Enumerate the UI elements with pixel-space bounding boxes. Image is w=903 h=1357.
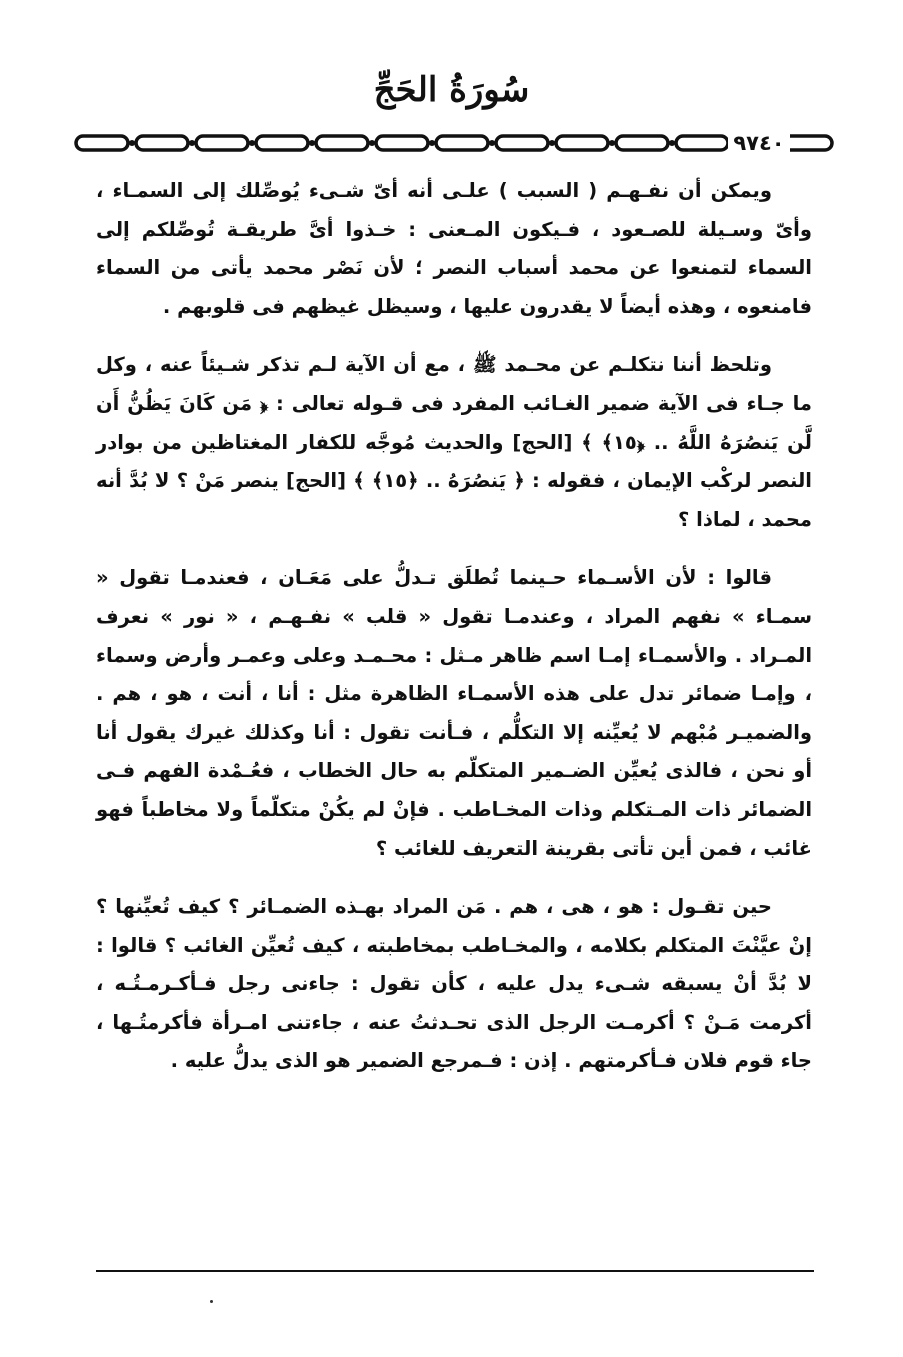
commentary-body xyxy=(96,172,812,1081)
paragraph-4: حين تقـول : هو ، هى ، هم . مَن المراد بهـذه الضمـائر ؟ كيف تُعيِّنها ؟ إنْ عيَّنْتَ المتكلم بكلامه ، والمخـاطب بمخاطبته ، كيف تُعيِّن الغائب ؟ قالوا : لا بُدَّ أنْ يسبقه شـىء يدل عليه ، كأن تقول : جاءنى رجل فـأكـرمـتُـه ، أكرمت مَـنْ ؟ أكرمـت الرجل الذى تحـدثتُ عنه ، جاءتنى امـرأة فأكرمتُـها ، جاء قوم فلان فـأكرمتهم . إذن : فـمرجع الضمير هو الذى يدلُّ عليه . xyxy=(96,895,812,1073)
print-speck xyxy=(210,1300,213,1303)
footer-divider xyxy=(96,1270,814,1272)
paragraph-3: قالوا : لأن الأسـماء حـينما تُطلَق تـدلُّ على مَعَـان ، فعندمـا تقول « سمـاء » نفهم المراد ، وعندمـا تقول « قلب » نفـهـم ، « نور » نعرف المـراد . والأسمـاء إمـا اسم ظاهر مـثل : محـمـد وعلى وعمـر وأرض وسماء ، وإمـا ضمائر تدل على هذه الأسمـاء الظاهرة مثل : أنا ، أنت ، هو ، هم . والضميـر مُبْهم لا يُعيِّنه إلا التكلُّم ، فـأنت تقول : أنا وكذلك غيرك يقول أنا أو نحن ، فالذى يُعيِّن الضـمير المتكلّم به حال الخطاب ، فعُـمْدة الفهم فـى الضمائر ذات المـتكلم وذات المخـاطب . فإنْ لم يكُنْ متكلّماً ولا مخاطباً فهو غائب ، فمن أين تأتى بقرينة التعريف للغائب ؟ xyxy=(96,566,812,860)
surah-title: سُورَةُ الحَجِّ xyxy=(373,70,530,110)
paragraph-1: ويمكن أن نفـهـم ( السبب ) علـى أنه أىّ شـىء يُوصِّلك إلى السمـاء ، وأىّ وسـيلة للصـعود ، فـيكون المـعنى : خـذوا أىَّ طريقـة تُوصِّلكم إلى السماء لتمنعوا عن محمد أسباب النصر ؛ لأن نَصْر محمد يأتى من السماء فامنعوه ، وهذه أيضاً لا يقدرون عليها ، وسيظل غيظهم فى قلوبهم . xyxy=(96,179,812,318)
decorative-chain-border xyxy=(74,128,834,158)
page-number: ٩٧٤٠ xyxy=(728,129,790,157)
paragraph-2: وتلحظ أننا نتكلـم عن محـمد ﷺ ، مع أن الآية لـم تذكر شـيئاً عنه ، وكل ما جـاء فى الآية ضمير الغـائب المفرد فى قـوله تعالى : ﴿ مَن كَانَ يَظُنُّ أَن لَّن يَنصُرَهُ اللَّهُ .. ﴿١٥﴾ ﴾ [الحج] والحديث مُوجَّه للكفار المغتاظين من بوادر النصر لركْب الإيمان ، فقوله : ﴿ يَنصُرَهُ .. ﴿١٥﴾ ﴾ [الحج] ينصر مَنْ ؟ لا بُدَّ أنه محمد ، لماذا ؟ xyxy=(96,353,812,531)
